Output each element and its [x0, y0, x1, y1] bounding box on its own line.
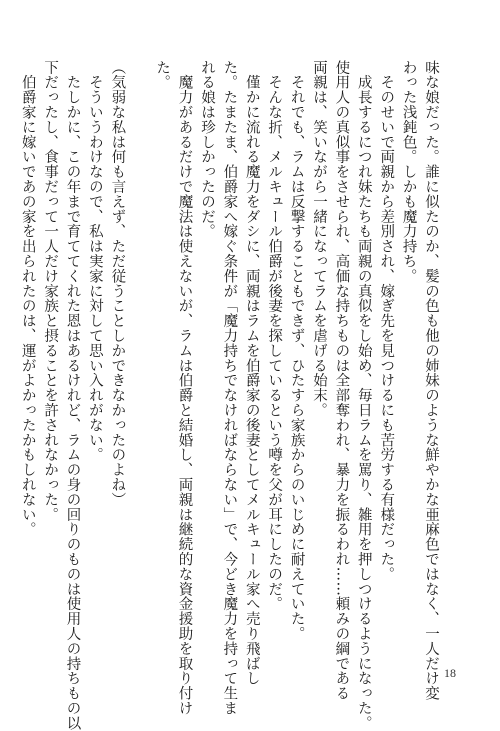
text-line: れる娘は珍しかったのだ。 — [198, 60, 215, 239]
vertical-text-body — [19, 60, 442, 731]
text-line: 味な娘だった。誰に似たのか、髪の色も他の姉妹のような鮮やかな亜麻色ではなく、一人だけ変 — [423, 60, 439, 701]
text-line: そういうわけなので、私は実家に対して思い入れがない。 — [86, 60, 103, 463]
text-line: そのせいで両親から差別され、嫁ぎ先を見つけるにも苦労する有様だった。 — [378, 60, 395, 582]
text-line: それでも、ラムは反撃することもできず、ひたすら家族からのいじめに耐えていた。 — [288, 60, 305, 642]
text-line: わった浅鈍色。しかも魔力持ち。 — [400, 60, 417, 284]
text-line: た。 — [154, 60, 171, 90]
blank-line — [128, 60, 150, 650]
text-line: 魔力があるだけで魔法は使えないが、ラムは伯爵と結婚し、両親は継続的な資金援助を取り付け — [176, 60, 193, 716]
text-line: 成長するにつれ妹たちも両親の真似をし始め、毎日ラムを罵り、雑用を押しつけるようになった。 — [355, 60, 372, 731]
text-line: そんな折、メルキュール伯爵が後妻を探しているという噂を父が耳にしたのだ。 — [266, 60, 283, 612]
text-line: 僅かに流れる魔力をダシに、両親はラムを伯爵家の後妻としてメルキュール家へ売り飛ばし — [243, 60, 260, 686]
text-line: 使用人の真似事をさせられ、高価な持ちものは全部奪われ、暴力を振るわれ……頼みの綱である — [333, 60, 350, 701]
text-line: たしかに、この年まで育ててくれた恩はあるけれど、ラムの身の回りのものは使用人の持ちもの以 — [64, 60, 81, 731]
text-line: た。たまたま、伯爵家へ嫁ぐ条件が「魔力持ちでなければならない」で、今どき魔力を持って生ま — [221, 60, 238, 716]
page-number: 18 — [444, 666, 456, 680]
text-line: 両親は、笑いながら一緒になってラムを虐げる始末。 — [310, 60, 327, 418]
text-line: （気弱な私は何も言えず、ただ従うことしかできなかったのよね） — [109, 60, 126, 507]
text-line: 下だったし、食事だって一人だけ家族と摂ることを許されなかった。 — [42, 60, 59, 522]
text-line: 伯爵家に嫁いであの家を出られたのは、運がよかったかもしれない。 — [19, 60, 36, 537]
